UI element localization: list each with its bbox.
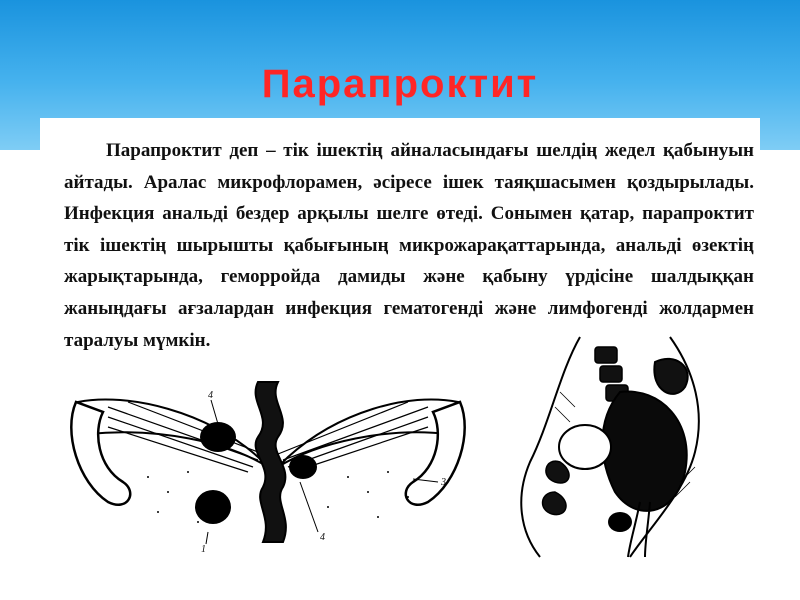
pelvis-sagittal-section-illustration (500, 332, 730, 562)
body-paragraph: Парапроктит деп – тік ішектің айналасындағы шелдің жедел қабынуын айтады. Аралас микрофлорамен, әсіресе ішек таяқшасымен қоздырылады. Инфекция анальді бездер арқылы шелге өтеді. Сонымен қатар, парапроктит тік ішектің шырышты қабығының микрожарақаттарында, анальді өзектің жарықтарында, геморройда дамиды және қабыну үрдісіне шалдыққан жаныңдағы ағзалардан инфекция гематогенді және лимфогенді жолдармен таралуы мүмкін. (64, 140, 754, 351)
label-2: 3 (441, 477, 446, 488)
label-4: 4 (320, 532, 325, 543)
slide-title: Парапроктит (261, 62, 539, 106)
label-1: 1 (201, 544, 206, 552)
label-3: 4 (208, 390, 213, 401)
perineum-cross-section-illustration (68, 372, 468, 552)
